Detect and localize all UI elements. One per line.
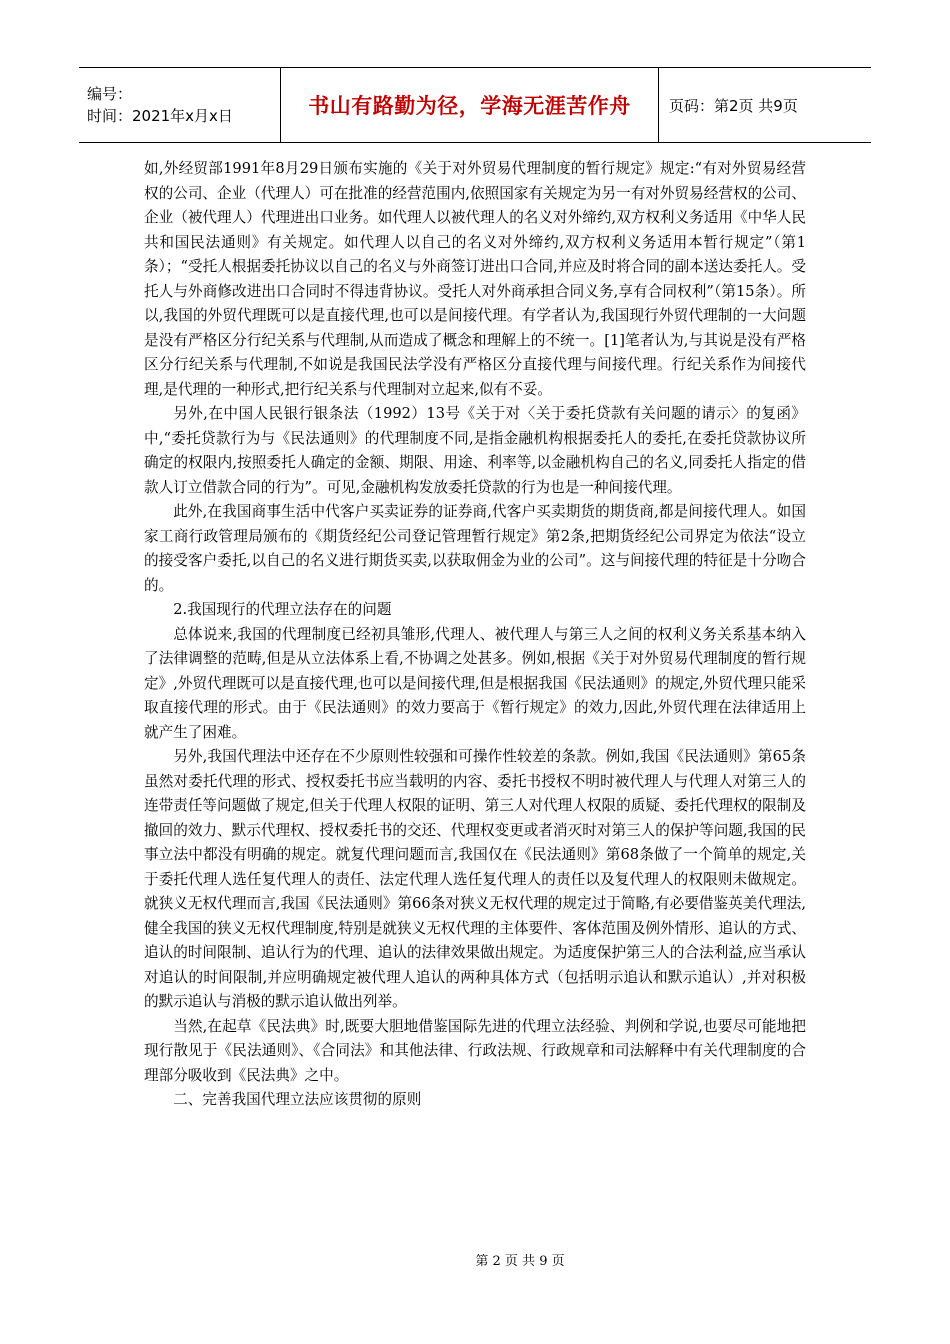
paragraph: 另外,我国代理法中还存在不少原则性较强和可操作性较差的条款。例如,我国《民法通则》第65条虽然对委托代理的形式、授权委托书应当载明的内容、委托书授权不明时被代理人与代理人对第三人的连带责任等问题做了规定,但关于代理人权限的证明、第三人对代理人权限的质疑、委托代理权的限制及撤回的效力、默示代理权、授权委托书的交还、代理权变更或者消灭时对第三人的保护等问题,我国的民事立法中都没有明确的规定。就复代理问题而言,我国仅在《民法通则》第68条做了一个简单的规定,关于委托代理人选任复代理人的责任、法定代理人选任复代理人的责任以及复代理人的权限则未做规定。就狭义无权代理而言,我国《民法通则》第66条对狭义无权代理的规定过于简略,有必要借鉴英美代理法,健全我国的狭义无权代理制度,特别是就狭义无权代理的主体要件、客体范围及例外情形、追认的方式、追认的时间限制、追认行为的代理、追认的法律效果做出规定。为适度保护第三人的合法利益,应当承认对追认的时间限制,并应明确规定被代理人追认的两种具体方式（包括明示追认和默示追认）,并对积极的默示追认与消极的默示追认做出列举。: [144, 748, 806, 1010]
section-heading: 2.我国现行的代理立法存在的问题: [173, 601, 392, 618]
page-footer: [0, 1250, 950, 1269]
page-number-label: 页码：第2页 共9页: [669, 96, 798, 115]
motto-text: 书山有路勤为径，学海无涯苦作舟: [308, 94, 631, 118]
header-meta: [79, 68, 281, 142]
footer-page-number: 第 2 页 共 9 页: [475, 1254, 565, 1269]
paragraph: 当然,在起草《民法典》时,既要大胆地借鉴国际先进的代理立法经验、判例和学说,也要尽可能地把现行散见于《民法通则》、《合同法》和其他法律、行政法规、行政规章和司法解释中有关代理制度的合理部分吸收到《民法典》之中。: [144, 1017, 806, 1084]
document-body: [144, 157, 806, 1113]
section-heading: 二、完善我国代理立法应该贯彻的原则: [173, 1091, 422, 1108]
paragraph: 如,外经贸部1991年8月29日颁布实施的《关于对外贸易代理制度的暂行规定》规定:“有对外贸易经营权的公司、企业（代理人）可在批准的经营范围内,依照国家有关规定为另一有对外贸易经营权的公司、企业（被代理人）代理进出口业务。如代理人以被代理人的名义对外缔约,双方权利义务适用《中华人民共和国民法通则》有关规定。如代理人以自己的名义对外缔约,双方权利义务适用本暂行规定”（第1条）；“受托人根据委托协议以自己的名义与外商签订进出口合同,并应及时将合同的副本送达委托人。受托人与外商修改进出口合同时不得违背协议。受托人对外商承担合同义务,享有合同权利”（第15条）。所以,我国的外贸代理既可以是直接代理,也可以是间接代理。有学者认为,我国现行外贸代理制的一大问题是没有严格区分行纪关系与代理制,从而造成了概念和理解上的不统一。[1]笔者认为,与其说是没有严格区分行纪关系与代理制,不如说是我国民法学没有严格区分直接代理与间接代理。行纪关系作为间接代理,是代理的一种形式,把行纪关系与代理制对立起来,似有不妥。: [144, 160, 806, 398]
paragraph: 总体说来,我国的代理制度已经初具雏形,代理人、被代理人与第三人之间的权利义务关系基本纳入了法律调整的范畴,但是从立法体系上看,不协调之处甚多。例如,根据《关于对外贸易代理制度的暂行规定》,外贸代理既可以是直接代理,也可以是间接代理,但是根据我国《民法通则》的规定,外贸代理只能采取直接代理的形式。由于《民法通则》的效力要高于《暂行规定》的效力,因此,外贸代理在法律适用上就产生了困难。: [144, 625, 806, 741]
header-motto: [281, 68, 659, 142]
document-time-label: 时间：2021年x月x日: [87, 107, 233, 125]
paragraph: 另外,在中国人民银行银条法（1992）13号《关于对〈关于委托贷款有关问题的请示〉的复函》中,“委托贷款行为与《民法通则》的代理制度不同,是指金融机构根据委托人的委托,在委托贷款协议所确定的权限内,按照委托人确定的金额、期限、用途、利率等,以金融机构自己的名义,同委托人指定的借款人订立借款合同的行为”。可见,金融机构发放委托贷款的行为也是一种间接代理。: [144, 405, 806, 496]
header-table: [79, 67, 871, 143]
paragraph: 此外,在我国商事生活中代客户买卖证券的证券商,代客户买卖期货的期货商,都是间接代理人。如国家工商行政管理局颁布的《期货经纪公司登记管理暂行规定》第2条,把期货经纪公司界定为依法“设立的接受客户委托,以自己的名义进行期货买卖,以获取佣金为业的公司”。这与间接代理的特征是十分吻合的。: [144, 503, 806, 594]
document-code-label: 编号：: [87, 85, 133, 103]
header-page-info: [659, 68, 871, 142]
